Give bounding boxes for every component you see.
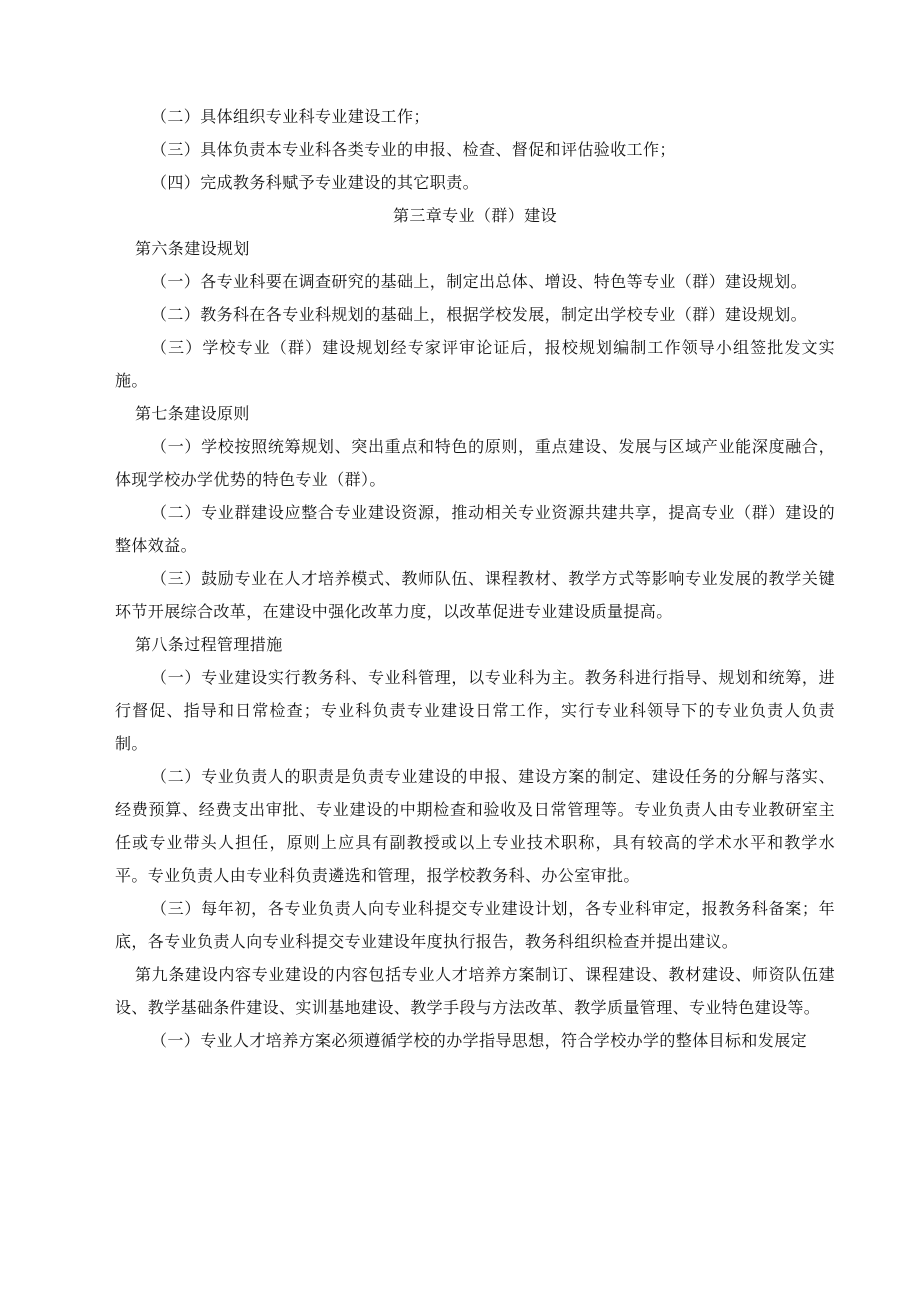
article-6-item-3: （三）学校专业（群）建设规划经专家评审论证后，报校规划编制工作领导小组签批发文实施。 bbox=[115, 338, 835, 390]
article-7-item-1: （一）学校按照统筹规划、突出重点和特色的原则，重点建设、发展与区域产业能深度融合，体现学校办学优势的特色专业（群）。 bbox=[115, 437, 835, 489]
article-8-heading: 第八条过程管理措施 bbox=[135, 635, 283, 654]
article-9-heading: 第九条建设内容专业建设的内容包括专业人才培养方案制订、课程建设、教材建设、师资队伍建设、教学基础条件建设、实训基地建设、教学手段与方法改革、教学质量管理、专业特色建设等。 bbox=[115, 965, 835, 1017]
item-3-responsibility: （三）具体负责本专业科各类专业的申报、检查、督促和评估验收工作； bbox=[151, 140, 676, 159]
article-6-item-2: （二）教务科在各专业科规划的基础上，根据学校发展，制定出学校专业（群）建设规划。 bbox=[151, 305, 808, 324]
article-7-item-2: （二）专业群建设应整合专业建设资源，推动相关专业资源共建共享，提高专业（群）建设的整体效益。 bbox=[115, 503, 835, 555]
article-7-item-3: （三）鼓励专业在人才培养模式、教师队伍、课程教材、教学方式等影响专业发展的教学关键环节开展综合改革，在建设中强化改革力度，以改革促进专业建设质量提高。 bbox=[115, 569, 835, 621]
article-8-item-3: （三）每年初，各专业负责人向专业科提交专业建设计划，各专业科审定，报教务科备案；年底，各专业负责人向专业科提交专业建设年度执行报告，教务科组织检查并提出建议。 bbox=[115, 899, 835, 951]
item-2-org-work: （二）具体组织专业科专业建设工作； bbox=[151, 107, 430, 126]
article-8-item-1: （一）专业建设实行教务科、专业科管理，以专业科为主。教务科进行指导、规划和统筹，进行督促、指导和日常检查；专业科负责专业建设日常工作，实行专业科领导下的专业负责人负责制。 bbox=[115, 668, 835, 753]
article-6-heading: 第六条建设规划 bbox=[135, 239, 250, 258]
article-7-heading: 第七条建设原则 bbox=[135, 404, 250, 423]
item-4-other-duties: （四）完成教务科赋予专业建设的其它职责。 bbox=[151, 173, 480, 192]
article-9-item-1: （一）专业人才培养方案必须遵循学校的办学指导思想，符合学校办学的整体目标和发展定 bbox=[151, 1031, 808, 1050]
document-page bbox=[115, 100, 835, 1057]
chapter-title: 第三章专业（群）建设 bbox=[392, 206, 557, 225]
article-6-item-1: （一）各专业科要在调查研究的基础上，制定出总体、增设、特色等专业（群）建设规划。 bbox=[151, 272, 808, 291]
article-8-item-2: （二）专业负责人的职责是负责专业建设的申报、建设方案的制定、建设任务的分解与落实、经费预算、经费支出审批、专业建设的中期检查和验收及日常管理等。专业负责人由专业教研室主任或专业带头人担任，原则上应具有副教授或以上专业技术职称，具有较高的学术水平和教学水平。专业负责人由专业科负责遴选和管理，报学校教务科、办公室审批。 bbox=[115, 767, 835, 885]
